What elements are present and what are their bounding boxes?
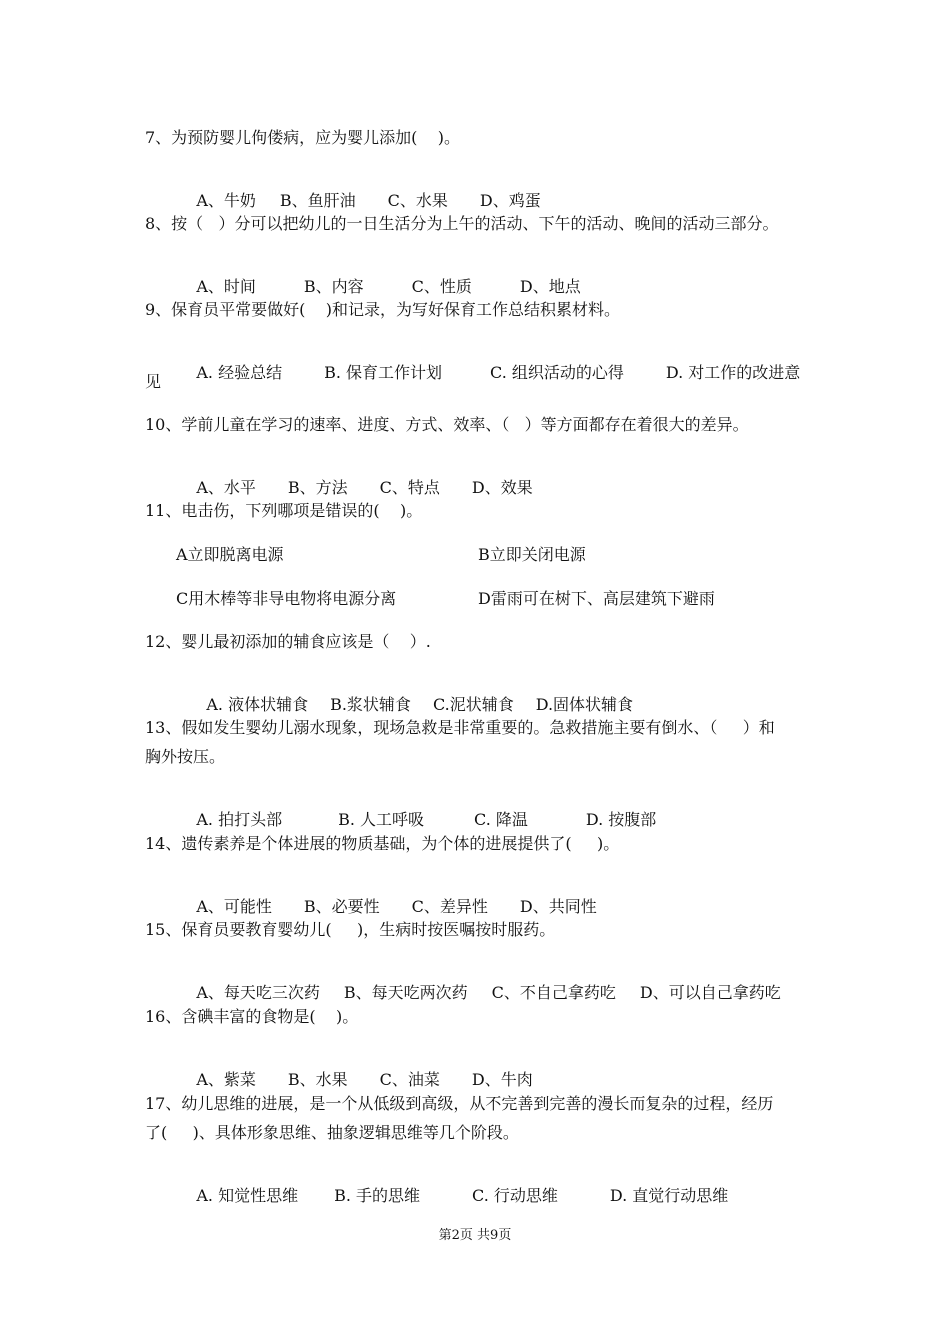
question-stem: 15、保育员要教育婴幼儿( )，生病时按医嘱按时服药。 <box>145 920 556 939</box>
option: A、紫菜 <box>196 1070 256 1089</box>
option: A. 拍打头部 <box>196 810 283 829</box>
question-stem: 7、为预防婴儿佝偻病，应为婴儿添加( )。 <box>145 128 461 147</box>
option: C.泥状辅食 <box>432 695 514 714</box>
option: B、方法 <box>287 478 348 497</box>
option: D、共同性 <box>519 897 597 916</box>
option: A. 知觉性思维 <box>196 1186 299 1205</box>
question-stem: 10、学前儿童在学习的速率、进度、方式、效率、（ ）等方面都存在着很大的差异。 <box>145 415 749 434</box>
option: D.固体状辅食 <box>535 695 634 714</box>
option: A、水平 <box>196 478 256 497</box>
option: D、效果 <box>471 478 533 497</box>
option: D. 对工作的改进意 <box>665 363 801 382</box>
option: B. 保育工作计划 <box>324 363 443 382</box>
option: C、水果 <box>387 191 448 210</box>
option: A、每天吃三次药 <box>196 983 320 1002</box>
option: B、内容 <box>303 277 364 296</box>
option: B、鱼肝油 <box>279 191 356 210</box>
page-number: 第2页 共9页 <box>438 1228 512 1243</box>
option: C、油菜 <box>379 1070 440 1089</box>
option: C. 组织活动的心得 <box>490 363 624 382</box>
option-continuation: 见 <box>145 372 162 391</box>
option: C、性质 <box>411 277 472 296</box>
option: C用木棒等非导电物将电源分离 <box>176 589 397 608</box>
options-row <box>176 343 800 403</box>
option: D、可以自己拿药吃 <box>639 983 781 1002</box>
option: D、鸡蛋 <box>479 191 541 210</box>
question-stem: 8、按（ ）分可以把幼儿的一日生活分为上午的活动、下午的活动、晚间的活动三部分。 <box>145 214 779 233</box>
question-stem: 17、幼儿思维的进展，是一个从低级到高级，从不完善到完善的漫长而复杂的过程，经历 <box>145 1094 774 1113</box>
question-stem: 11、电击伤，下列哪项是错误的( )。 <box>145 501 423 520</box>
option: A、牛奶 <box>196 191 256 210</box>
option: C、差异性 <box>411 897 488 916</box>
option: A、可能性 <box>196 897 272 916</box>
option: D. 按腹部 <box>585 810 657 829</box>
option: C、不自己拿药吃 <box>491 983 616 1002</box>
option: D雷雨可在树下、高层建筑下避雨 <box>478 589 715 608</box>
question-stem: 12、婴儿最初添加的辅食应该是（ ）. <box>145 632 431 651</box>
option: A立即脱离电源 <box>176 545 284 564</box>
option: B、水果 <box>287 1070 348 1089</box>
question-stem: 16、含碘丰富的食物是( )。 <box>145 1007 359 1026</box>
option: A. 经验总结 <box>196 363 283 382</box>
question-stem-continuation: 了( )、具体形象思维、抽象逻辑思维等几个阶段。 <box>145 1123 519 1142</box>
option: A. 液体状辅食 <box>206 695 309 714</box>
question-stem: 14、遗传素养是个体进展的物质基础，为个体的进展提供了( )。 <box>145 834 620 853</box>
options-row <box>176 1166 728 1226</box>
question-stem: 9、保育员平常要做好( )和记录，为写好保育工作总结积累材料。 <box>145 300 621 319</box>
option: D、牛肉 <box>471 1070 533 1089</box>
option: D、地点 <box>519 277 581 296</box>
option: A、时间 <box>196 277 256 296</box>
question-stem-continuation: 胸外按压。 <box>145 747 226 766</box>
option: B. 人工呼吸 <box>338 810 425 829</box>
option: C、特点 <box>379 478 440 497</box>
option: D. 直觉行动思维 <box>609 1186 729 1205</box>
option: B、必要性 <box>303 897 380 916</box>
option: C. 降温 <box>474 810 528 829</box>
option: B.浆状辅食 <box>330 695 411 714</box>
option: B、每天吃两次药 <box>343 983 468 1002</box>
option: C. 行动思维 <box>472 1186 558 1205</box>
option: B. 手的思维 <box>334 1186 421 1205</box>
option: B立即关闭电源 <box>478 545 586 564</box>
question-stem: 13、假如发生婴幼儿溺水现象，现场急救是非常重要的。急救措施主要有倒水、（ ）和 <box>145 718 775 737</box>
